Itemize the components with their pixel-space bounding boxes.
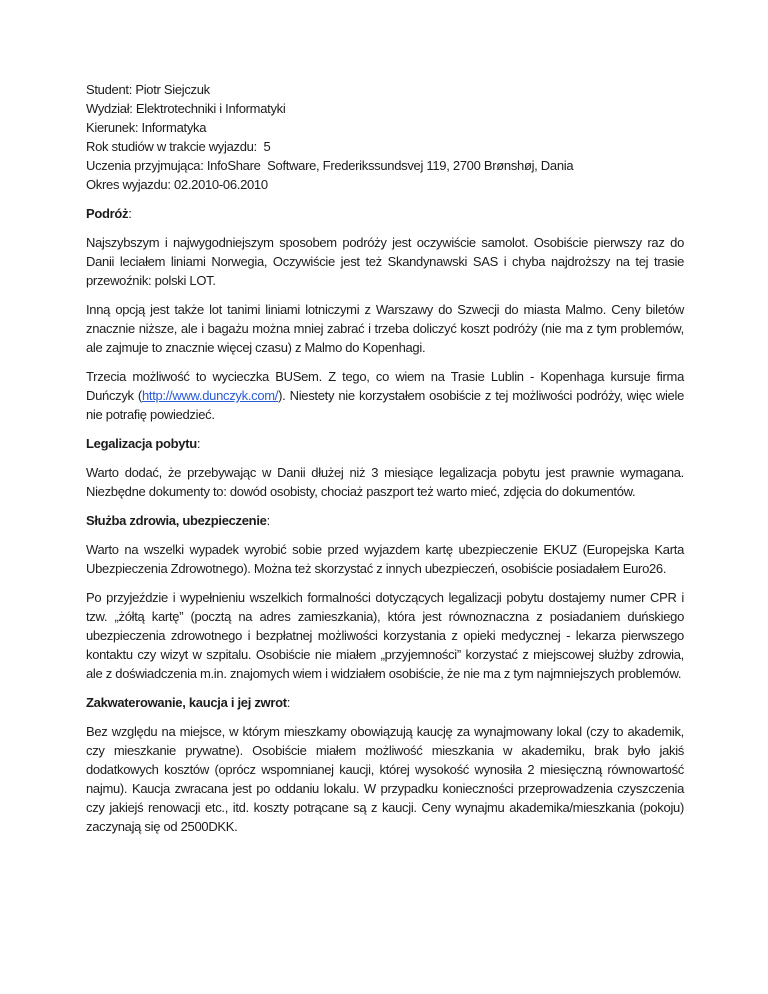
header-line-student: Student: Piotr Siejczuk: [86, 82, 210, 97]
section-heading-legalization-text: Legalizacja pobytu: [86, 436, 197, 451]
paragraph-travel-malmo: Inną opcją jest także lot tanimi liniami lotniczymi z Warszawy do Szwecji do miasta Malmo. Ceny biletów znacznie niższe, ale i bagażu można mniej zabrać i trzeba doliczyć koszt podróży (nie ma z tym problemów, ale zajmuje to znacznie więcej czasu) z Malmo do Kopenhagi.: [86, 302, 684, 355]
heading-colon: :: [128, 206, 132, 221]
section-heading-accommodation: [86, 693, 684, 712]
heading-colon: :: [286, 695, 291, 710]
paragraph-travel-bus: [86, 367, 684, 424]
paragraph-travel-plane: Najszybszym i najwygodniejszym sposobem podróży jest oczywiście samolot. Osobiście pierwszy raz do Danii leciałem liniami Norwegia, Oczywiście jest też Skandynawski SAS i chyba najdroższy na tej trasie przewoźnik: polski LOT.: [86, 235, 684, 288]
section-heading-health-text: Służba zdrowia, ubezpieczenie: [86, 513, 267, 528]
header-line-major: Kierunek: Informatyka: [86, 120, 207, 135]
dunczyk-link[interactable]: http://www.dunczyk.com/: [141, 388, 279, 403]
section-heading-legalization: [86, 434, 684, 453]
paragraph-legalization: Warto dodać, że przebywając w Danii dłużej niż 3 miesiące legalizacja pobytu jest prawnie wymagana. Niezbędne dokumenty to: dowód osobisty, chociaż paszport też warto mieć, zdjęcia do dokumentów.: [86, 465, 684, 499]
section-heading-accommodation-text: Zakwaterowanie, kaucja i jej zwrot: [86, 695, 287, 710]
paragraph-accommodation: Bez względu na miejsce, w którym mieszkamy obowiązują kaucję za wynajmowany lokal (czy to akademik, czy mieszkanie prywatne). Osobiście miałem możliwość mieszkania w akademiku, brak było jakiś dodatkowych kosztów (oprócz wspomnianej kaucji, której wysokość wynosiła 2 miesięczną równowartość najmu). Kaucja zwracana jest po oddaniu lokalu. W przypadku konieczności przeprowadzenia czyszczenia czy jakiejś renowacji etc., itd. koszty potrącane są z kaucji. Ceny wynajmu akademika/mieszkania (pokoju) zaczynają się od 2500DKK.: [86, 724, 684, 834]
header-line-host: Uczenia przyjmująca: InfoShare Software, Frederikssundsvej 119, 2700 Brønshøj, Dania: [86, 158, 574, 173]
heading-colon: :: [196, 436, 201, 451]
section-heading-travel: [86, 204, 684, 223]
header-line-period: Okres wyjazdu: 02.2010-06.2010: [86, 177, 268, 192]
header-line-year: Rok studiów w trakcie wyjazdu: 5: [86, 139, 271, 154]
student-info-header: [86, 80, 684, 194]
heading-colon: :: [266, 513, 270, 528]
section-heading-health: [86, 511, 684, 530]
paragraph-health-cpr: Po przyjeździe i wypełnieniu wszelkich formalności dotyczących legalizacji pobytu dostajemy numer CPR i tzw. „żółtą kartę” (pocztą na adres zamieszkania), która jest równoznaczna z posiadaniem duńskiego ubezpieczenia zdrowotnego i bezpłatnej możliwości korzystania z opieki medycznej - lekarza pierwszego kontaktu czy wizyt w szpitalu. Osobiście nie miałem „przyjemności” korzystać z miejscowej służby zdrowia, ale z doświadczenia m.in. znajomych wiem i widziałem osobiście, że nie ma z tym najmniejszych problemów.: [86, 590, 684, 681]
section-heading-travel-text: Podróż: [86, 206, 129, 221]
paragraph-travel-bus-before: Trzecia możliwość to wycieczka BUSem. Z tego, co wiem na Trasie Lublin - Kopenhaga kursuje firma Duńczyk (: [86, 369, 684, 403]
paragraph-travel-bus-after: ). Niestety nie korzystałem osobiście z tej możliwości podróży, więc wiele nie potrafię powiedzieć.: [86, 388, 685, 422]
paragraph-health-ekuz: Warto na wszelki wypadek wyrobić sobie przed wyjazdem kartę ubezpieczenie EKUZ (Europejska Karta Ubezpieczenia Zdrowotnego). Można też skorzystać z innych ubezpieczeń, osobiście posiadałem Euro26.: [86, 542, 684, 576]
header-line-faculty: Wydział: Elektrotechniki i Informatyki: [86, 101, 286, 116]
